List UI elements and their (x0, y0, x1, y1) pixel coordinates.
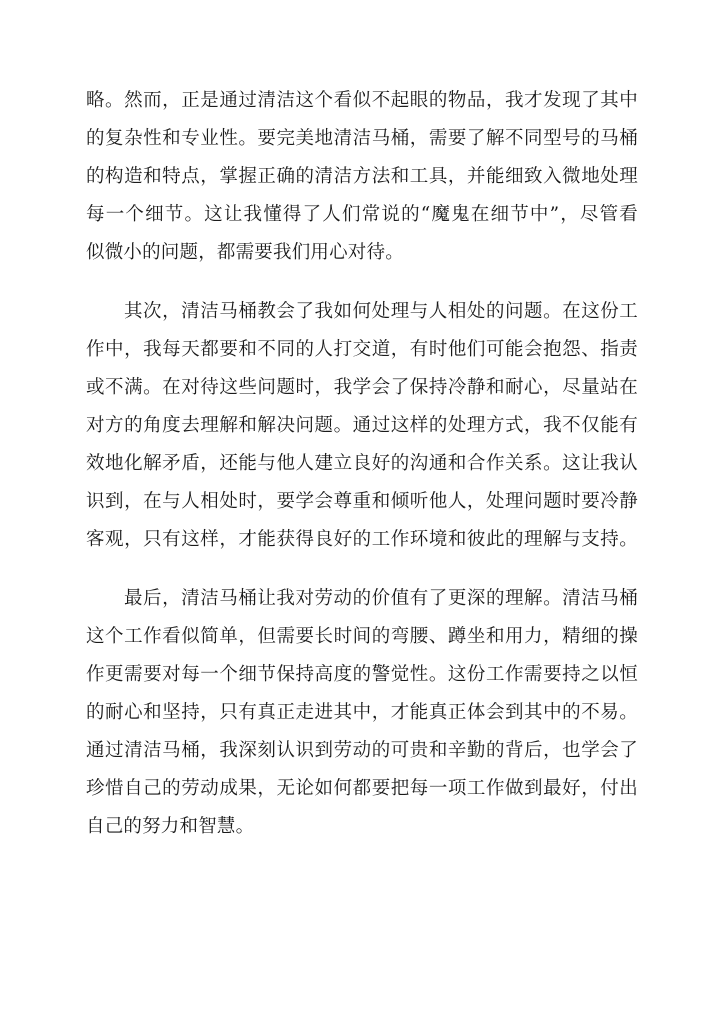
text-line: 的构造和特点，掌握正确的清洁方法和工具，并能细致入微地处理 (86, 166, 638, 187)
paragraph-2 (86, 293, 638, 559)
text-line: 通过清洁马桶，我深刻认识到劳动的可贵和辛勤的背后，也学会了 (86, 740, 638, 761)
paragraph-gap (86, 272, 638, 293)
text-line: 珍惜自己的劳动成果，无论如何都要把每一项工作做到最好，付出 (86, 778, 638, 799)
text-line: 自己的努力和智慧。 (86, 816, 255, 837)
text-line: 最后，清洁马桶让我对劳动的价值有了更深的理解。清洁马桶 (124, 588, 638, 609)
text-line: 这个工作看似简单，但需要长时间的弯腰、蹲坐和用力，精细的操 (86, 626, 638, 647)
text-line: 每一个细节。这让我懂得了人们常说的“魔鬼在细节中”，尽管看 (86, 204, 638, 225)
text-line: 略。然而，正是通过清洁这个看似不起眼的物品，我才发现了其中 (86, 90, 638, 111)
text-line: 其次，清洁马桶教会了我如何处理与人相处的问题。在这份工 (124, 301, 638, 322)
paragraph-3 (86, 580, 638, 846)
text-line: 识到，在与人相处时，要学会尊重和倾听他人，处理问题时要冷静 (86, 491, 638, 512)
text-line: 的复杂性和专业性。要完美地清洁马桶，需要了解不同型号的马桶 (86, 128, 638, 149)
text-line: 作更需要对每一个细节保持高度的警觉性。这份工作需要持之以恒 (86, 664, 638, 685)
paragraph-gap (86, 559, 638, 580)
text-line: 或不满。在对待这些问题时，我学会了保持冷静和耐心，尽量站在 (86, 377, 638, 398)
text-line: 效地化解矛盾，还能与他人建立良好的沟通和合作关系。这让我认 (86, 453, 638, 474)
text-line: 对方的角度去理解和解决问题。通过这样的处理方式，我不仅能有 (86, 415, 638, 436)
text-line: 的耐心和坚持，只有真正走进其中，才能真正体会到其中的不易。 (86, 702, 638, 723)
text-line: 客观，只有这样，才能获得良好的工作环境和彼此的理解与支持。 (86, 529, 638, 550)
document-body (86, 82, 638, 846)
text-line: 似微小的问题，都需要我们用心对待。 (86, 242, 404, 263)
paragraph-1 (86, 82, 638, 272)
text-line: 作中，我每天都要和不同的人打交道，有时他们可能会抱怨、指责 (86, 339, 638, 360)
